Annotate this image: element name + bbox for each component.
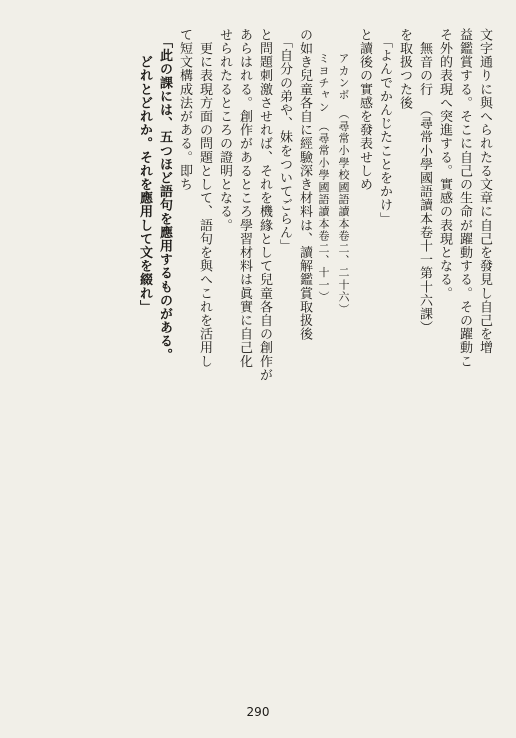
text-column: 「自分の弟や、妹をついてごらん」 bbox=[277, 28, 292, 253]
text-column: 益鑑賞する。そこに自己の生命が躍動する。その躍動こ bbox=[457, 28, 472, 368]
text-column: 更に表現方面の問題として、語句を與へこれを活用し bbox=[197, 28, 212, 368]
text-column: あらはれる。創作があるところ學習材料は眞實に自己化 bbox=[237, 28, 252, 368]
text-column: ミヨチャン （尋常小學國語讀本卷二、十一） bbox=[317, 28, 330, 304]
text-column: と問題刺激させれば、それを機緣として兒童各自の創作が bbox=[257, 28, 272, 382]
text-column: の如き兒童各自に經驗深き材料は、讀解鑑賞取扱後 bbox=[297, 28, 312, 341]
text-column: と讀後の實感を發表せしめ bbox=[357, 28, 372, 192]
text-column: 「此の課には、五つほど語句を應用するものがある。 bbox=[157, 28, 172, 362]
page-number: 290 bbox=[246, 705, 270, 719]
text-column: そ外的表現へ突進する。實感の表現となる。 bbox=[437, 28, 452, 300]
text-column: どれとどれか。それを應用して文を綴れ」 bbox=[137, 28, 152, 314]
text-column: 無音の行 （尋常小學國語讀本卷十一第十六課） bbox=[417, 28, 432, 335]
text-column: せられたるところの證明となる。 bbox=[217, 28, 232, 232]
text-column: アカンボ （尋常小學校國語讀本卷二、二十六） bbox=[337, 28, 350, 316]
text-column: を取扱つた後 bbox=[397, 28, 412, 110]
text-column: 文字通りに與へられたる文章に自己を發見し自己を增 bbox=[477, 28, 492, 355]
text-column: て短文構成法がある。即ち bbox=[177, 28, 192, 192]
text-column: 「よんでかんじたことをかけ」 bbox=[377, 28, 392, 226]
